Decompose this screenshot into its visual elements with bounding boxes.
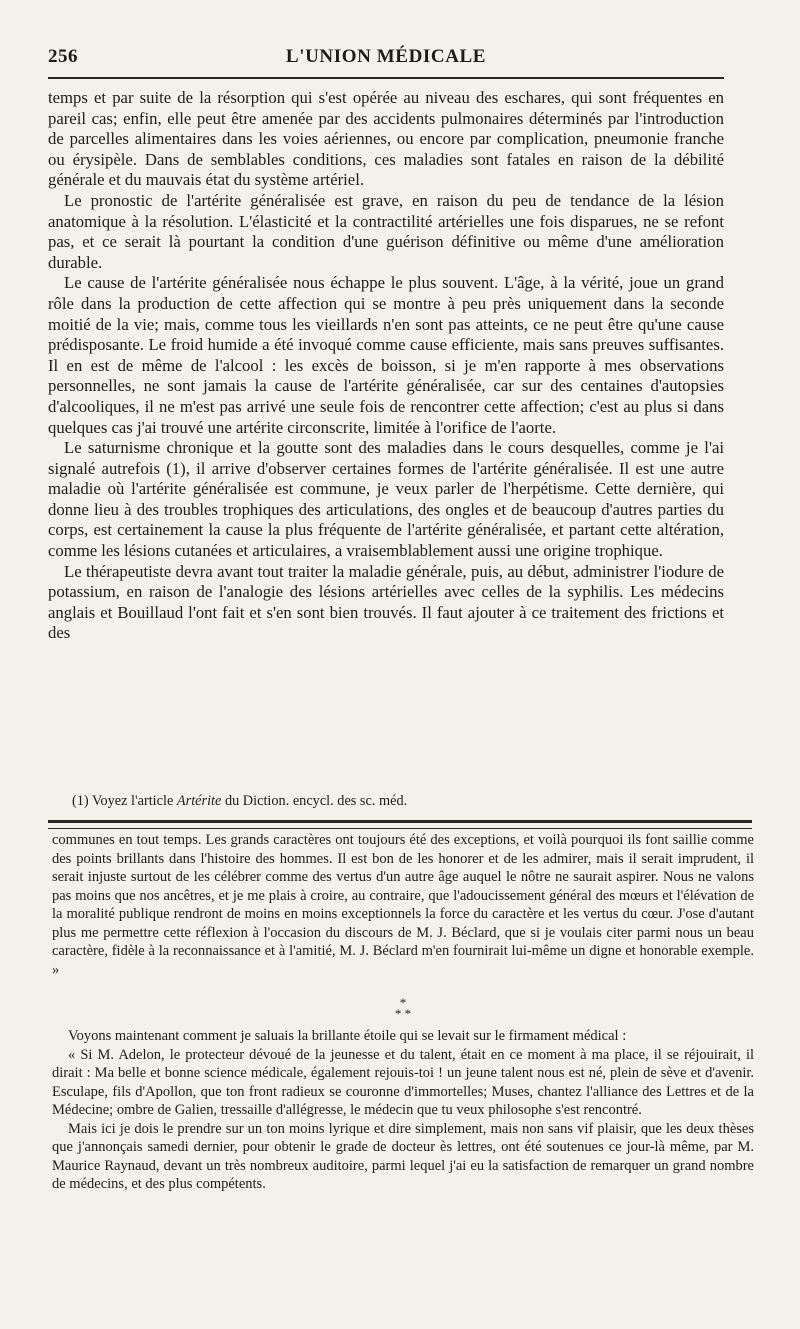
main-article bbox=[48, 88, 724, 644]
asterism bbox=[52, 997, 754, 1019]
header-rule bbox=[48, 77, 724, 79]
main-paragraph: Le cause de l'artérite généralisée nous échappe le plus souvent. L'âge, à la vérité, joue un grand rôle dans la production de cette affection qui se montre à peu près uniquement dans la seconde moitié de la vie; mais, comme tous les vieillards n'en sont pas atteints, ce ne peut être qu'une cause prédisposante. Le froid humide a été invoqué comme cause efficiente, mais sans preuves suffisantes. Il en est de même de l'alcool : les excès de boisson, si je m'en rapporte à mes observations personnelles, ne sont jamais la cause de l'artérite généralisée, car sur des centaines d'autopsies d'alcooliques, il ne m'est pas arrivé une seule fois de rencontrer cette affection; c'est au plus si dans quelques cas j'ai trouvé une artérite circonscrite, limitée à l'orifice de l'aorte. bbox=[48, 273, 724, 437]
feuilleton-paragraph: communes en tout temps. Les grands caractères ont toujours été des exceptions, et voilà pourquoi ils font saillie comme des points brillants dans l'histoire des hommes. Il est bon de les honorer et de les admirer, mais il serait imprudent, il serait injuste surtout de les célébrer comme des vertus d'un autre âge auquel le nôtre ne saurait aspirer. Nous ne valons pas moins que nos ancêtres, et je me plais à croire, au contraire, que l'adoucissement général des mœurs et l'élévation de la moralité publique rendront de moins en moins exceptionnels la force du caractère et les vertus du cœur. J'ose d'autant plus me permettre cette réflexion à l'occasion du discours de M. J. Béclard, que si je voulais citer parmi nous un beau caractère, fidèle à la reconnaissance et à l'amitié, M. J. Béclard m'en fournirait lui-même un digne et honorable exemple. » bbox=[52, 832, 754, 978]
main-paragraph: Le saturnisme chronique et la goutte sont des maladies dans le cours desquelles, comme je l'ai signalé autrefois (1), il arrive d'observer certaines formes de l'artérite généralisée. Il est une autre maladie où l'artérite généralisée est commune, je veux parler de l'herpétisme. Cette dernière, qui donne lieu à des troubles trophiques des articulations, des ongles et de beaucoup d'autres parties du corps, est certainement la cause la plus fréquente de l'artérite généralisée, et partant cette altération, comme les lésions cutanées et articulaires, a vraisemblablement aussi une origine trophique. bbox=[48, 438, 724, 561]
feuilleton-paragraph: « Si M. Adelon, le protecteur dévoué de la jeunesse et du talent, était en ce moment à ma place, il se réjouirait, il dirait : Ma belle et bonne science médicale, également rejouis-toi ! un jeune talent nous est né, plein de sève et d'avenir. Esculape, fils d'Apollon, que ton front radieux se couronne d'immortelles; Muses, chantez l'alliance des Lettres et de la Médecine; ombre de Galien, tressaille d'allégresse, le médecin que tu veux philosophe s'est rencontré. bbox=[52, 1046, 754, 1118]
asterism-top: * bbox=[399, 995, 407, 1010]
footnote-marker: (1) bbox=[72, 793, 89, 809]
main-paragraph: temps et par suite de la résorption qui s'est opérée au niveau des eschares, qui sont fréquentes en pareil cas; enfin, elle peut être amenée par des accidents pulmonaires déterminés par l'introduction de parcelles alimentaires dans les voies aériennes, ou encore par complication, pneumonie franche ou érysipèle. Dans de semblables conditions, ces maladies sont fatales en raison de la débilité générale et du mauvais état du système artériel. bbox=[48, 88, 724, 190]
section-double-rule bbox=[48, 820, 752, 829]
main-paragraph: Le thérapeutiste devra avant tout traiter la maladie générale, puis, au début, administrer l'iodure de potassium, en raison de l'analogie des lésions artérielles avec celles de la syphilis. Les médecins anglais et Bouillaud l'ont fait et s'en sont bien trouvés. Il faut ajouter à ce traitement des frictions et des bbox=[48, 561, 724, 643]
feuilleton-paragraph: Voyons maintenant comment je saluais la brillante étoile qui se levait sur le firmament médical : bbox=[68, 1028, 627, 1044]
asterism-bottom: * * bbox=[394, 1006, 412, 1021]
footnote-text-after: du Diction. encycl. des sc. méd. bbox=[224, 793, 408, 809]
page-header bbox=[48, 44, 724, 76]
footnote bbox=[72, 792, 724, 810]
footnote-text-before: Voyez l'article bbox=[92, 793, 174, 809]
second-article bbox=[52, 831, 754, 1194]
main-paragraph: Le pronostic de l'artérite généralisée est grave, en raison du peu de tendance de la lésion anatomique à la résolution. L'élasticité et la contractilité artérielles une fois disparues, ne se refont pas, et ce serait là pourtant la condition d'une guérison définitive ou même d'une amélioration durable. bbox=[48, 190, 724, 272]
feuilleton-paragraph: Mais ici je dois le prendre sur un ton moins lyrique et dire simplement, mais non sans vif plaisir, que les deux thèses que j'annonçais samedi dernier, pour obtenir le grade de docteur ès lettres, ont été soutenues ce jour-là même, par M. Maurice Raynaud, devant un très nombreux auditoire, parmi lequel j'ai eu la satisfaction de remarquer un grand nombre de médecins, et des plus compétents. bbox=[52, 1120, 754, 1192]
page-number: 256 bbox=[48, 46, 78, 67]
footnote-italic: Artérite bbox=[176, 793, 222, 809]
running-title: L'UNION MÉDICALE bbox=[285, 46, 487, 67]
